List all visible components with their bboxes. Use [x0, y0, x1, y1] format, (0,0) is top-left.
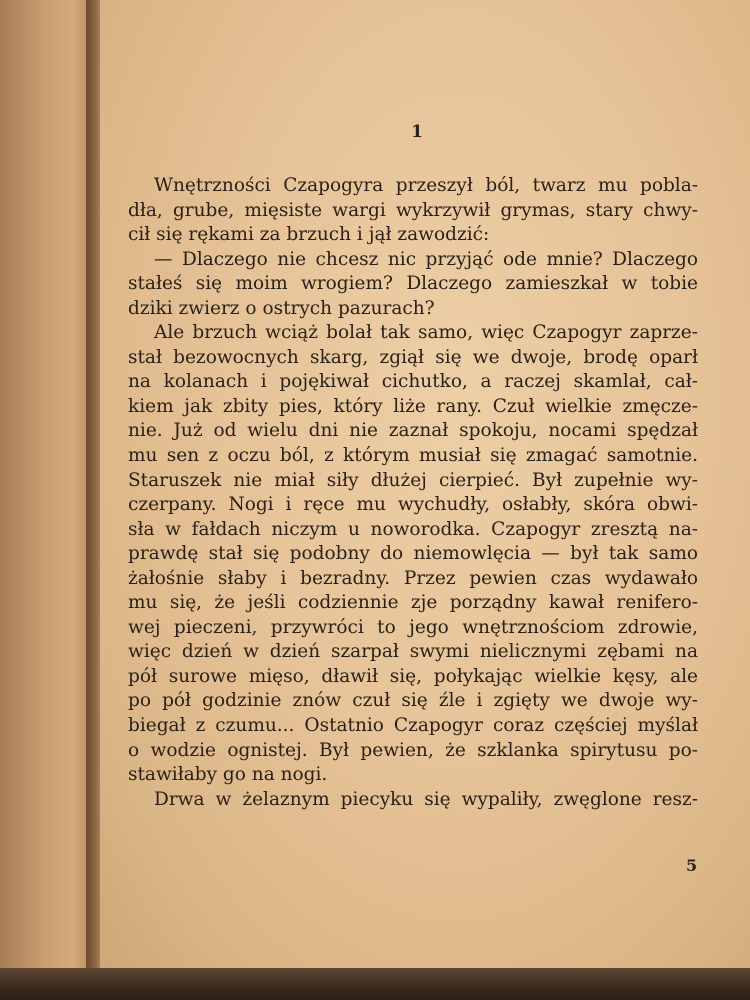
text-line: Drwa w żelaznym piecyku się wypaliły, zwęglone resz- — [154, 788, 698, 810]
text-line: nie. Już od wielu dni nie zaznał spokoju, nocami spędzał — [128, 420, 698, 442]
page-number: 5 — [686, 856, 698, 875]
text-line: dła, grube, mięsiste wargi wykrzywił grymas, stary chwy- — [128, 199, 698, 221]
left-page-edge — [0, 0, 92, 1000]
text-line: o wodzie ognistej. Był pewien, że szklanka spirytusu po- — [128, 739, 698, 761]
text-line: Wnętrzności Czapogyra przeszył ból, twarz mu pobla- — [154, 175, 698, 196]
text-line: Staruszek nie miał siły dłużej cierpieć. Był zupełnie wy- — [128, 469, 698, 491]
text-line: cił się rękami za brzuch i jął zawodzić: — [128, 224, 490, 246]
body-text — [128, 174, 698, 812]
chapter-number: 1 — [411, 122, 423, 142]
text-line: Ale brzuch wciąż bolał tak samo, więc Czapogyr zaprze- — [154, 322, 698, 344]
text-line: prawdę stał się podobny do niemowlęcia — był tak samo — [128, 543, 698, 565]
text-line: — Dlaczego nie chcesz nic przyjąć ode mnie? Dlaczego — [154, 248, 698, 270]
text-line: żałośnie słaby i bezradny. Przez pewien czas wydawało — [128, 567, 698, 589]
text-line: więc dzień w dzień szarpał swymi nielicznymi zębami na — [128, 641, 698, 663]
text-line: stał bezowocnych skarg, zgiął się we dwoje, brodę oparł — [128, 346, 698, 368]
text-line: stałeś się moim wrogiem? Dlaczego zamieszkał w tobie — [128, 273, 698, 295]
text-line: dziki zwierz o ostrych pazurach? — [128, 297, 435, 319]
text-line: sła w fałdach niczym u noworodka. Czapogyr zresztą na- — [128, 518, 698, 540]
text-line: czerpany. Nogi i ręce mu wychudły, osłabły, skóra obwi- — [128, 494, 698, 516]
text-line: po pół godzinie znów czuł się źle i zgięty we dwoje wy- — [128, 690, 698, 712]
text-line: mu sen z oczu ból, z którym musiał się zmagać samotnie. — [128, 445, 698, 467]
text-line: wej pieczeni, przywróci to jego wnętrznościom zdrowie, — [128, 616, 698, 638]
text-line: kiem jak zbity pies, który liże rany. Czuł wielkie zmęcze- — [128, 395, 698, 417]
table-surface — [0, 968, 750, 1000]
text-line: biegał z czumu... Ostatnio Czapogyr coraz częściej myślał — [128, 715, 698, 737]
text-line: stawiłaby go na nogi. — [128, 764, 328, 786]
text-line: pół surowe mięso, dławił się, połykając wielkie kęsy, ale — [128, 665, 698, 687]
text-line: mu się, że jeśli codziennie zje porządny kawał renifero- — [128, 592, 698, 614]
text-line: na kolanach i pojękiwał cichutko, a raczej skamlał, cał- — [128, 371, 698, 393]
